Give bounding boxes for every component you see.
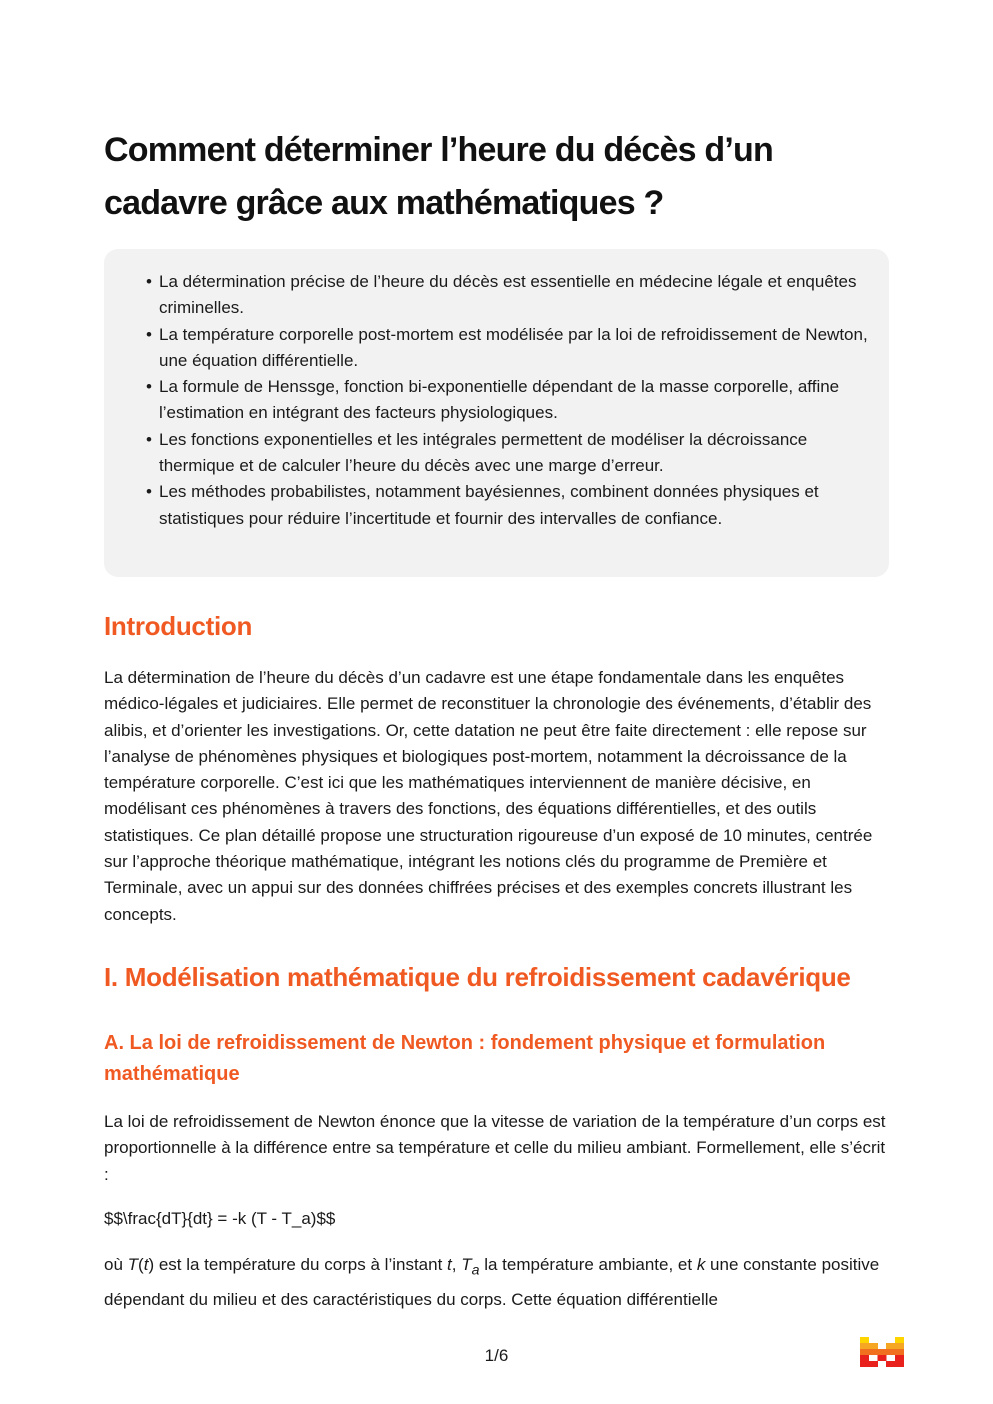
summary-box xyxy=(104,249,889,577)
summary-item: • La température corporelle post-mortem est modélisée par la loi de refroidissement de Newton, une équation différentielle. xyxy=(159,322,873,375)
section-1-heading: I. Modélisation mathématique du refroidissement cadavérique xyxy=(104,962,851,992)
summary-item: • La formule de Henssge, fonction bi-exponentielle dépendant de la masse corporelle, affine l’estimation en intégrant des facteurs physiologiques. xyxy=(159,374,873,427)
document-title: Comment déterminer l’heure du décès d’un cadavre grâce aux mathématiques ? xyxy=(104,131,773,222)
subsection-a-heading: A. La loi de refroidissement de Newton : fondement physique et formulation mathématique xyxy=(104,1032,826,1085)
summary-list xyxy=(159,269,873,532)
introduction-heading: Introduction xyxy=(104,611,253,641)
subsection-a-paragraph: La loi de refroidissement de Newton énonce que la vitesse de variation de la température d’un corps est proportionnelle à la différence entre sa température et celle du milieu ambiant. Formellement, elle s’écrit : xyxy=(104,1112,886,1184)
summary-item: • Les fonctions exponentielles et les intégrales permettent de modéliser la décroissance thermique et de calculer l’heure du décès avec une marge d’erreur. xyxy=(159,427,873,480)
summary-item: • Les méthodes probabilistes, notamment bayésiennes, combinent données physiques et statistiques pour réduire l’incertitude et fournir des intervalles de confiance. xyxy=(159,479,873,532)
formula-explanation: où T(t) est la température du corps à l’instant t, $T_a$ la température ambiante, et k une constante positive dépendant du milieu et des caractéristiques du corps. Cette équation différentielle xyxy=(104,1255,880,1310)
introduction-paragraph: La détermination de l’heure du décès d’un cadavre est une étape fondamentale dans les enquêtes médico-légales et judiciaires. Elle permet de reconstituer la chronologie des événements, d’établir des alibis, et d’orienter les investigations. Or, cette datation ne peut être faite directement : elle repose sur l’analyse de phénomènes physiques et biologiques post-mortem, notamment la décroissance de la température corporelle. C’est ici que les mathématiques interviennent de manière décisive, en modélisant ces phénomènes à travers des fonctions, des équations différentielles, et des outils statistiques. Ce plan détaillé propose une structuration rigoureuse d’un exposé de 10 minutes, centrée sur l’approche théorique mathématique, intégrant les notions clés du programme de Première et Terminale, avec un appui sur des données chiffrées précises et des exemples concrets illustrant les concepts. xyxy=(104,668,873,924)
newton-formula: $$\frac{dT}{dt} = -k (T - T_a)$$ xyxy=(104,1209,336,1228)
page-number: 1/6 xyxy=(484,1346,509,1365)
summary-item: • La détermination précise de l’heure du décès est essentielle en médecine légale et enquêtes criminelles. xyxy=(159,269,873,322)
brand-logo-icon xyxy=(860,1337,904,1367)
